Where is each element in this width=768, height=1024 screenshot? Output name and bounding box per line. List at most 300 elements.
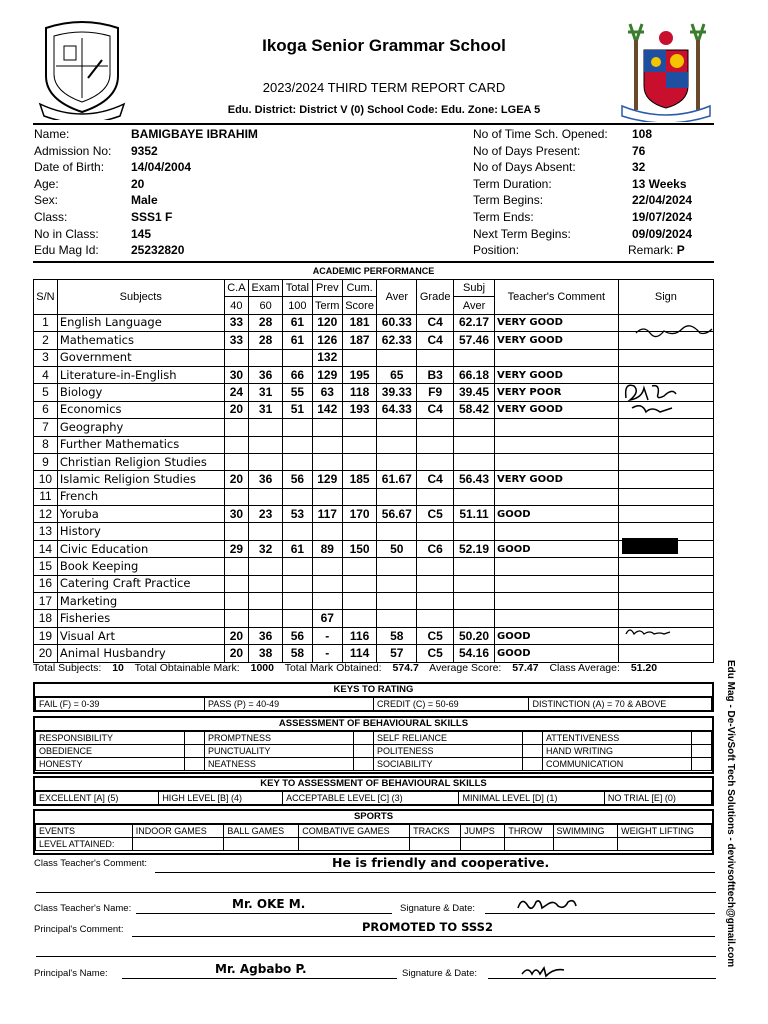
behaviour-skill: HONESTY <box>36 758 185 771</box>
row-sign <box>618 488 713 505</box>
row-cum: 150 <box>342 540 377 557</box>
average-score: 57.47 <box>512 662 539 674</box>
principal-comment: PROMOTED TO SSS2 <box>362 920 493 934</box>
row-prev: 63 <box>312 384 342 401</box>
row-comment: VERY GOOD <box>494 366 618 383</box>
row-comment <box>494 488 618 505</box>
table-row <box>34 610 714 627</box>
row-cum: 181 <box>342 314 377 331</box>
row-sn: 2 <box>34 332 58 349</box>
row-exam <box>249 453 283 470</box>
row-prev <box>312 575 342 592</box>
row-cum <box>342 436 377 453</box>
key-distinction: DISTINCTION (A) = 70 & ABOVE <box>529 698 712 711</box>
row-total: 61 <box>283 332 313 349</box>
totals-line <box>33 662 714 674</box>
sports-event: EVENTS <box>36 825 133 838</box>
row-grade: F9 <box>417 384 454 401</box>
row-aver <box>377 488 417 505</box>
behaviour-skill: PROMPTNESS <box>204 732 353 745</box>
row-subject: Government <box>57 349 224 366</box>
table-row <box>34 401 714 418</box>
row-subj-aver: 58.42 <box>454 401 495 418</box>
row-grade <box>417 349 454 366</box>
row-total: 53 <box>283 506 313 523</box>
row-sn: 13 <box>34 523 58 540</box>
row-aver <box>377 436 417 453</box>
row-ca <box>224 488 249 505</box>
principal-signature <box>520 962 570 980</box>
row-subject: Visual Art <box>57 627 224 644</box>
row-total <box>283 575 313 592</box>
behaviour-rating-cell[interactable] <box>353 758 373 771</box>
row-subj-aver: 57.46 <box>454 332 495 349</box>
row-comment: GOOD <box>494 627 618 644</box>
row-ca <box>224 523 249 540</box>
row-grade <box>417 436 454 453</box>
row-ca <box>224 593 249 610</box>
remark-value: P <box>676 243 685 257</box>
row-prev: 67 <box>312 610 342 627</box>
row-subject: Mathematics <box>57 332 224 349</box>
level-cell[interactable] <box>299 838 410 851</box>
row-subject: Islamic Religion Studies <box>57 471 224 488</box>
row-sn: 7 <box>34 419 58 436</box>
info-label: Class: <box>34 209 68 224</box>
row-aver: 64.33 <box>377 401 417 418</box>
row-sn: 12 <box>34 506 58 523</box>
remark <box>628 242 685 259</box>
class: SSS1 F <box>131 209 173 224</box>
row-aver <box>377 575 417 592</box>
col-aver: Aver <box>377 280 417 315</box>
ct-signature-date-label: Signature & Date: <box>400 903 475 914</box>
principal-comment-label: Principal's Comment: <box>34 924 124 935</box>
row-comment: VERY GOOD <box>494 314 618 331</box>
row-cum <box>342 349 377 366</box>
info-label: No in Class: <box>34 226 99 241</box>
row-comment <box>494 593 618 610</box>
sports-event: JUMPS <box>461 825 505 838</box>
row-subject: English Language <box>57 314 224 331</box>
behaviour-rating-cell[interactable] <box>522 758 542 771</box>
row-aver <box>377 349 417 366</box>
key-credit: CREDIT (C) = 50-69 <box>374 698 529 711</box>
info-label: No of Days Absent: <box>473 160 576 175</box>
row-prev <box>312 523 342 540</box>
row-ca: 33 <box>224 332 249 349</box>
total-obtained-label: Total Mark Obtained: <box>284 662 382 674</box>
row-sign <box>618 453 713 470</box>
row-sign <box>618 558 713 575</box>
row-cum <box>342 593 377 610</box>
performance-caption: ACADEMIC PERFORMANCE <box>34 264 714 280</box>
row-ca: 30 <box>224 506 249 523</box>
row-ca <box>224 349 249 366</box>
table-row <box>34 314 714 331</box>
row-prev: 120 <box>312 314 342 331</box>
table-row <box>34 488 714 505</box>
row-comment: VERY POOR <box>494 384 618 401</box>
row-total <box>283 488 313 505</box>
row-subj-aver <box>454 349 495 366</box>
sports-event: BALL GAMES <box>224 825 299 838</box>
row-cum <box>342 488 377 505</box>
row-cum <box>342 523 377 540</box>
row-exam: 28 <box>249 332 283 349</box>
row-prev: 117 <box>312 506 342 523</box>
table-row <box>34 419 714 436</box>
term-info-labels <box>473 126 628 259</box>
row-subj-aver <box>454 488 495 505</box>
row-total <box>283 593 313 610</box>
row-exam <box>249 488 283 505</box>
teacher-signature-maths <box>634 323 714 341</box>
table-row <box>34 384 714 401</box>
behaviour-skill: SOCIABILITY <box>373 758 522 771</box>
info-label: Age: <box>34 176 59 191</box>
col-exam: Exam <box>249 280 283 297</box>
row-ca <box>224 575 249 592</box>
row-subj-aver <box>454 558 495 575</box>
row-comment <box>494 575 618 592</box>
behaviour-rating-cell[interactable] <box>184 758 204 771</box>
row-subj-aver: 54.16 <box>454 645 495 662</box>
row-ca: 30 <box>224 366 249 383</box>
row-exam: 23 <box>249 506 283 523</box>
sports-event: SWIMMING <box>553 825 618 838</box>
table-row <box>34 366 714 383</box>
row-comment: GOOD <box>494 645 618 662</box>
total-obtained: 574.7 <box>392 662 419 674</box>
col-ca: C.A <box>224 280 249 297</box>
col-sn: S/N <box>34 280 58 315</box>
info-label: No of Days Present: <box>473 143 581 158</box>
row-prev <box>312 558 342 575</box>
comment-line <box>155 872 715 873</box>
row-subject: Fisheries <box>57 610 224 627</box>
row-aver: 39.33 <box>377 384 417 401</box>
col-prev-term: Term <box>312 297 342 314</box>
row-subject: History <box>57 523 224 540</box>
level-cell[interactable] <box>224 838 299 851</box>
row-grade: C4 <box>417 314 454 331</box>
total-subjects-label: Total Subjects: <box>33 662 102 674</box>
principal-name-label: Principal's Name: <box>34 968 108 979</box>
row-comment <box>494 349 618 366</box>
sports-title: SPORTS <box>35 811 712 824</box>
keys-to-rating-table <box>35 697 712 711</box>
row-subject: French <box>57 488 224 505</box>
behaviour-skill: OBEDIENCE <box>36 745 185 758</box>
teacher-signature-biology <box>622 378 682 416</box>
row-aver: 58 <box>377 627 417 644</box>
performance-rows <box>34 314 714 662</box>
row-total <box>283 349 313 366</box>
row-comment: VERY GOOD <box>494 401 618 418</box>
row-ca: 20 <box>224 471 249 488</box>
behaviour-rating-cell[interactable] <box>184 732 204 745</box>
row-sign <box>618 436 713 453</box>
table-row <box>34 471 714 488</box>
row-aver: 61.67 <box>377 471 417 488</box>
row-total <box>283 523 313 540</box>
row-grade <box>417 488 454 505</box>
row-subj-aver: 62.17 <box>454 314 495 331</box>
row-comment <box>494 523 618 540</box>
behaviour-rating-cell[interactable] <box>353 745 373 758</box>
level-cell[interactable] <box>132 838 224 851</box>
row-sign <box>618 419 713 436</box>
row-cum: 114 <box>342 645 377 662</box>
row-cum <box>342 558 377 575</box>
row-cum: 185 <box>342 471 377 488</box>
behaviour-row <box>36 732 712 745</box>
row-comment: VERY GOOD <box>494 332 618 349</box>
level-cell[interactable] <box>553 838 618 851</box>
behaviour-key-title: KEY TO ASSESSMENT OF BEHAVIOURAL SKILLS <box>35 778 712 791</box>
school-name: Ikoga Senior Grammar School <box>262 36 506 55</box>
row-exam: 28 <box>249 314 283 331</box>
row-aver: 57 <box>377 645 417 662</box>
row-ca: 20 <box>224 645 249 662</box>
col-subjects: Subjects <box>57 280 224 315</box>
col-sign: Sign <box>618 280 713 315</box>
row-exam: 36 <box>249 366 283 383</box>
sports-box <box>33 809 714 855</box>
row-sn: 5 <box>34 384 58 401</box>
district-line: Edu. District: District V (0) School Code: Edu. Zone: LGEA 5 <box>227 104 541 116</box>
row-comment <box>494 558 618 575</box>
row-exam: 36 <box>249 627 283 644</box>
row-exam: 31 <box>249 384 283 401</box>
info-label: Sex: <box>34 193 59 208</box>
principal-name: Mr. Agbabo P. <box>215 962 307 976</box>
row-total: 66 <box>283 366 313 383</box>
row-subj-aver <box>454 610 495 627</box>
sports-event: WEIGHT LIFTING <box>618 825 712 838</box>
sports-events-row <box>36 825 712 838</box>
table-row <box>34 453 714 470</box>
behaviour-skill: ATTENTIVENESS <box>542 732 691 745</box>
row-exam <box>249 593 283 610</box>
date-of-birth: 14/04/2004 <box>131 160 192 175</box>
row-prev: - <box>312 645 342 662</box>
col-total: Total <box>283 280 313 297</box>
row-prev <box>312 593 342 610</box>
class-average-label: Class Average: <box>549 662 620 674</box>
row-aver <box>377 593 417 610</box>
days-present: 76 <box>632 143 646 158</box>
row-exam <box>249 349 283 366</box>
row-subj-aver: 66.18 <box>454 366 495 383</box>
behaviour-rating-cell[interactable] <box>353 732 373 745</box>
table-row <box>34 593 714 610</box>
row-aver: 56.67 <box>377 506 417 523</box>
row-aver <box>377 558 417 575</box>
table-row <box>34 645 714 662</box>
key-acceptable: ACCEPTABLE LEVEL [C] (3) <box>283 792 459 805</box>
behaviour-rating-cell[interactable] <box>691 745 711 758</box>
col-grade: Grade <box>417 280 454 315</box>
row-prev: - <box>312 627 342 644</box>
admission-no: 9352 <box>131 143 158 158</box>
row-subj-aver <box>454 575 495 592</box>
row-cum: 193 <box>342 401 377 418</box>
comment-line-2 <box>36 892 716 893</box>
row-grade <box>417 558 454 575</box>
row-prev: 132 <box>312 349 342 366</box>
teacher-signature-visual-art <box>624 624 672 640</box>
col-ca-max: 40 <box>224 297 249 314</box>
behaviour-skill: POLITENESS <box>373 745 522 758</box>
row-aver: 50 <box>377 540 417 557</box>
behaviour-skill: SELF RELIANCE <box>373 732 522 745</box>
row-cum: 118 <box>342 384 377 401</box>
row-grade: C4 <box>417 471 454 488</box>
row-comment <box>494 436 618 453</box>
key-fail: FAIL (F) = 0-39 <box>36 698 205 711</box>
term-ends: 19/07/2024 <box>632 209 693 224</box>
row-prev <box>312 419 342 436</box>
level-cell[interactable] <box>618 838 712 851</box>
row-total: 56 <box>283 471 313 488</box>
row-subject: Geography <box>57 419 224 436</box>
table-row <box>34 349 714 366</box>
row-sn: 11 <box>34 488 58 505</box>
behaviour-rating-cell[interactable] <box>691 732 711 745</box>
row-total <box>283 453 313 470</box>
row-sn: 8 <box>34 436 58 453</box>
student-info-labels <box>34 126 129 259</box>
behaviour-skill: NEATNESS <box>204 758 353 771</box>
p-name-line <box>122 978 397 979</box>
row-total <box>283 419 313 436</box>
info-label: Next Term Begins: <box>473 226 571 241</box>
row-exam: 32 <box>249 540 283 557</box>
table-row <box>34 575 714 592</box>
remark-label: Remark: <box>628 243 674 257</box>
row-subj-aver <box>454 419 495 436</box>
behaviour-rating-cell[interactable] <box>522 745 542 758</box>
row-prev: 142 <box>312 401 342 418</box>
info-label: Term Begins: <box>473 193 544 208</box>
level-cell[interactable] <box>505 838 553 851</box>
row-cum <box>342 610 377 627</box>
report-title: 2023/2024 THIRD TERM REPORT CARD <box>262 80 506 95</box>
row-prev <box>312 453 342 470</box>
class-average: 51.20 <box>630 662 658 674</box>
row-exam: 31 <box>249 401 283 418</box>
col-cum: Cum. <box>342 280 377 297</box>
info-divider <box>33 261 714 263</box>
row-sign <box>618 471 713 488</box>
row-ca: 20 <box>224 627 249 644</box>
edu-mag-id: 25232820 <box>131 243 185 258</box>
row-sn: 9 <box>34 453 58 470</box>
student-info-values <box>131 126 331 259</box>
row-sn: 10 <box>34 471 58 488</box>
row-cum: 195 <box>342 366 377 383</box>
row-cum: 116 <box>342 627 377 644</box>
row-subject: Catering Craft Practice <box>57 575 224 592</box>
sports-event: THROW <box>505 825 553 838</box>
row-total: 61 <box>283 540 313 557</box>
row-subj-aver <box>454 436 495 453</box>
total-subjects: 10 <box>112 662 124 674</box>
row-ca <box>224 453 249 470</box>
row-grade: C4 <box>417 401 454 418</box>
row-total: 51 <box>283 401 313 418</box>
row-comment <box>494 419 618 436</box>
student-name: BAMIGBAYE IBRAHIM <box>131 127 258 141</box>
row-grade: B3 <box>417 366 454 383</box>
info-label: No of Time Sch. Opened: <box>473 127 608 141</box>
behavioural-skills-title: ASSESSMENT OF BEHAVIOURAL SKILLS <box>35 718 712 731</box>
table-row <box>34 332 714 349</box>
term-duration: 13 Weeks <box>632 176 687 191</box>
row-total <box>283 436 313 453</box>
row-grade: C5 <box>417 506 454 523</box>
class-teacher-signature <box>514 894 580 916</box>
row-exam <box>249 436 283 453</box>
level-cell[interactable] <box>410 838 461 851</box>
row-prev: 129 <box>312 366 342 383</box>
row-exam <box>249 610 283 627</box>
p-comment-line <box>132 936 715 937</box>
info-label: Term Duration: <box>473 176 552 191</box>
info-label: Edu Mag Id: <box>34 243 99 258</box>
col-subj: Subj <box>454 280 495 297</box>
row-comment: GOOD <box>494 506 618 523</box>
table-row <box>34 506 714 523</box>
row-subj-aver <box>454 523 495 540</box>
sports-table <box>35 824 712 851</box>
behaviour-key-box <box>33 776 714 806</box>
behaviour-rating-cell[interactable] <box>184 745 204 758</box>
col-exam-max: 60 <box>249 297 283 314</box>
row-sign <box>618 575 713 592</box>
row-sign <box>618 593 713 610</box>
row-exam <box>249 558 283 575</box>
row-subj-aver <box>454 453 495 470</box>
behaviour-rating-cell[interactable] <box>522 732 542 745</box>
info-label: Date of Birth: <box>34 160 105 175</box>
row-ca <box>224 436 249 453</box>
info-label: Term Ends: <box>473 209 534 224</box>
class-teacher-comment: He is friendly and cooperative. <box>332 855 550 870</box>
row-grade: C6 <box>417 540 454 557</box>
behaviour-rating-cell[interactable] <box>691 758 711 771</box>
row-aver <box>377 453 417 470</box>
behavioural-skills-box <box>33 716 714 774</box>
table-row <box>34 523 714 540</box>
row-comment <box>494 453 618 470</box>
behaviour-row <box>36 745 712 758</box>
table-row <box>34 436 714 453</box>
row-cum: 187 <box>342 332 377 349</box>
total-obtainable-label: Total Obtainable Mark: <box>134 662 240 674</box>
row-exam: 38 <box>249 645 283 662</box>
ct-name-line <box>136 913 392 914</box>
keys-to-rating-box <box>33 682 714 712</box>
row-grade <box>417 610 454 627</box>
row-aver: 60.33 <box>377 314 417 331</box>
row-sn: 15 <box>34 558 58 575</box>
level-cell[interactable] <box>461 838 505 851</box>
row-grade: C5 <box>417 627 454 644</box>
sports-event: TRACKS <box>410 825 461 838</box>
